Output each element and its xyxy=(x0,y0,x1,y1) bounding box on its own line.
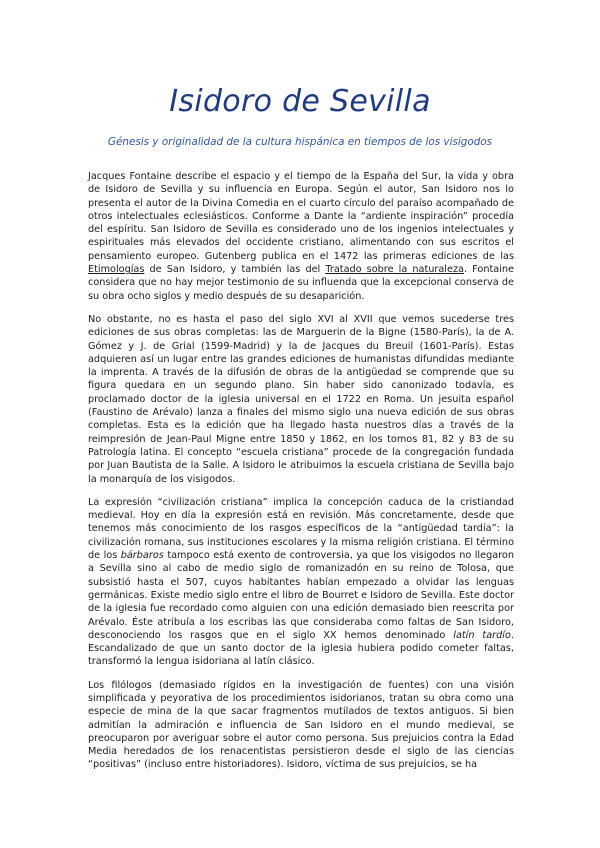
etimologias-link[interactable]: Etimologías xyxy=(88,264,145,276)
paragraph-1-text-c: . Fontaine considera que no hay mejor testimonio de su influenda que la excepcional conserva de su obra ocho siglos y medio después de su desaparición. xyxy=(88,264,514,302)
paragraph-4: Los filólogos (demasiado rígidos en la investigación de fuentes) con una visión simplificada y peyorativa de los procedimientos isidorianos, tratan su obra como una especie de mina de la que sacar fragmentos mutilados de textos antiguos. Si bien admitían la admiración e influencia de San Isidoro en el mundo medieval, se preocuparon por averiguar sobre el autor como persona. Sus prejuicios contra la Edad Media heredados de los renacentistas persistieron desde el siglo de las ciencias “positivas” (incluso entre historiadores). Isidoro, víctima de sus prejuicios, se ha xyxy=(88,679,514,771)
paragraph-1-text-a: Jacques Fontaine describe el espacio y el tiempo de la España del Sur, la vida y obra de Isidoro de Sevilla y su influencia en Europa. Según el autor, San Isidoro nos lo presenta el autor de la Divina Comedia en el cuarto círculo del paraíso acompañado de otros intelectuales eclesiásticos. Conforme a Dante la “ardiente inspiración” procedía del espíritu. San Isidoro de Sevilla es considerado uno de los ingenios intelectuales y espirituales más elevados del occidente cristiano, alimentando con sus escritos el pensamiento europeo. Gutenberg publica en el 1472 las primeras ediciones de las xyxy=(88,171,514,262)
paragraph-1 xyxy=(88,170,514,303)
paragraph-3 xyxy=(88,496,514,669)
paragraph-3-text-a: La expresión “civilización cristiana” implica la concepción caduca de la cristiandad medieval. Hoy en día la expresión está en revisión. Más concretamente, desde que tenemos más conocimiento de los rasgos específicos de la “antigüedad tardía”: la civilización romana, sus instituciones escolares y la misma religión cristiana. El término de los xyxy=(88,496,514,562)
paragraph-3-text-c: . Escandalizado de que un santo doctor de la iglesia hubiera podido cometer faltas, transformó la lengua isidoriana al latín clásico. xyxy=(88,629,514,668)
page-title: Isidoro de Sevilla xyxy=(169,84,431,119)
paragraph-1-text-b: de San Isidoro, y también las del xyxy=(144,264,326,276)
barbaros-term: bárbaros xyxy=(120,550,164,562)
article-body xyxy=(88,170,514,782)
paragraph-2: No obstante, no es hasta el paso del siglo XVI al XVII que vemos sucederse tres ediciones de sus obras completas: las de Marguerin de la Bigne (1580-París), la de A. Gómez y J. de Grial (1599-Madrid) y la de Jacques du Breuil (1601-París). Estas adquieren así un lugar entre las grandes ediciones de humanistas difundidas mediante la imprenta. A través de la difusión de obras de la antigüedad se comprende que su figura quedara en un segundo plano. Sin haber sido canonizado todavía, es proclamado doctor de la iglesia universal en el 1722 en Roma. Un jesuita español (Faustino de Arévalo) lanza a finales del mismo siglo una nueva edición de sus obras completas. Esta es la edición que ha llegado hasta nuestros días a través de la reimpresión de Jean-Paul Migne entre 1850 y 1862, en los tomos 81, 82 y 83 de su Patrología latina. El concepto “escuela cristiana” procede de la congregación fundada por Juan Bautista de la Salle. A Isidoro le atribuimos la escuela cristiana de Sevilla bajo la monarquía de los visigodos. xyxy=(88,313,514,485)
page-subtitle: Génesis y originalidad de la cultura hispánica en tiempos de los visigodos xyxy=(107,136,493,148)
paragraph-3-text-b: tampoco está exento de controversia, ya que los visigodos no llegaron a Sevilla sino al cabo de medio siglo de romanizadón en su reino de Tolosa, que subsistió hasta el 507, cuyos habitantes habían empezado a olvidar las lenguas germánicas. Existe medio siglo entre el libro de Bourret e Isidoro de Sevilla. Este doctor de la iglesia fue recordado como alguien con una edición demasiado bien reescrita por Arévalo. Éste atribuía a los escribas las que consideraba como faltas de San Isidoro, desconociendo los rasgos que en el siglo XX hemos denominado xyxy=(88,550,515,641)
tratado-link[interactable]: Tratado sobre la naturaleza xyxy=(325,264,464,276)
latin-tardio-term: latín tardío xyxy=(453,629,511,641)
